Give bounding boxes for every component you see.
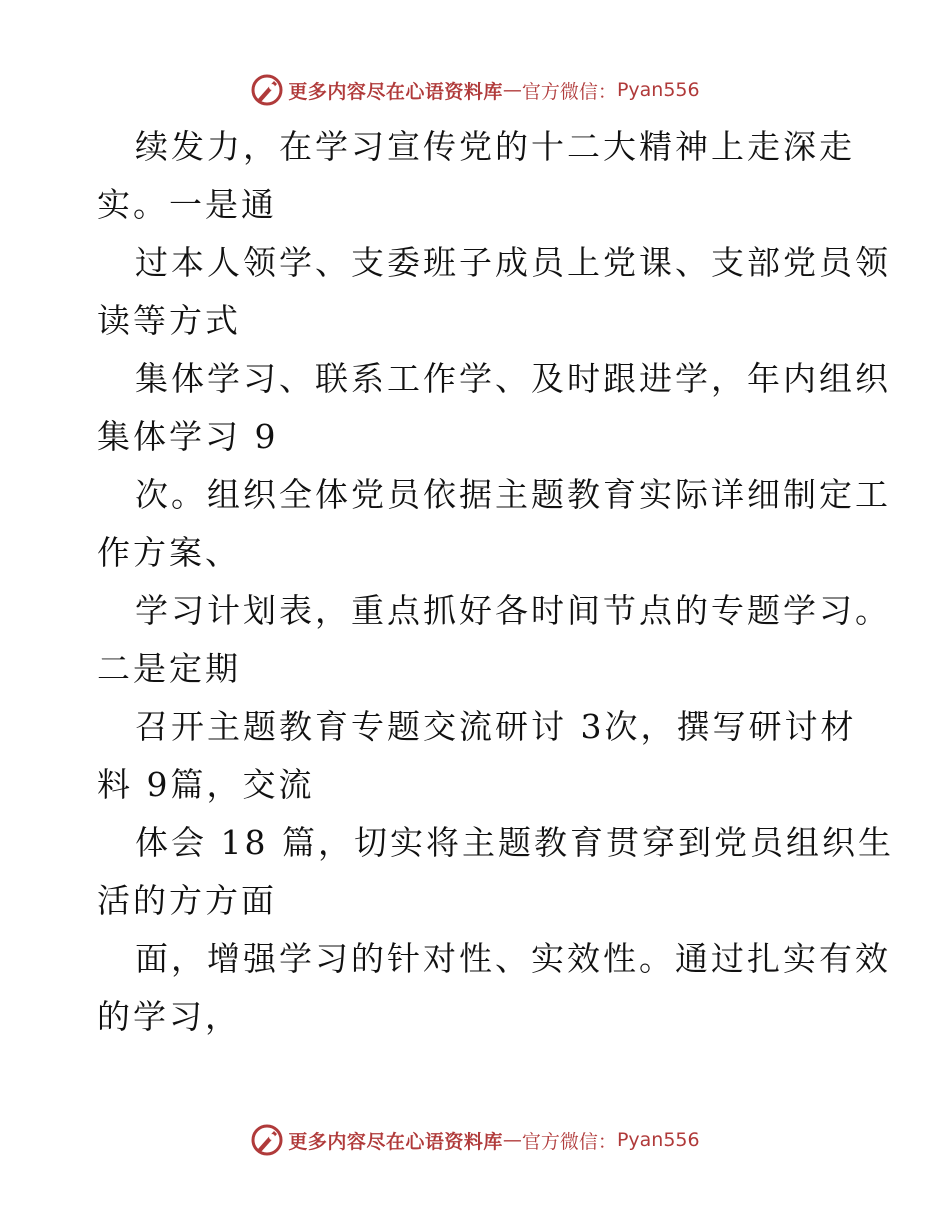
- body-line: 续发力，在学习宣传党的十二大精神上走深走: [135, 127, 855, 166]
- body-line: 召开主题教育专题交流研讨 3次，撰写研讨材: [135, 707, 857, 746]
- body-line: 次。组织全体党员依据主题教育实际详细制定工: [135, 475, 891, 514]
- brand-logo-icon: [250, 73, 284, 107]
- body-line: 面，增强学习的针对性、实效性。通过扎实有效: [135, 939, 891, 978]
- document-body: [97, 118, 894, 1046]
- footer-brand-text: 更多内容尽在心语资料库: [288, 1130, 503, 1153]
- header-wechat-id: Pyan556: [616, 79, 700, 101]
- body-line: 活的方方面: [97, 881, 277, 920]
- brand-logo-icon: [250, 1123, 284, 1157]
- body-line: 作方案、: [97, 533, 241, 572]
- body-line: 集体学习、联系工作学、及时跟进学，年内组织: [135, 359, 891, 398]
- body-line: 二是定期: [97, 649, 241, 688]
- footer-dash: —: [502, 1129, 522, 1151]
- header-banner: [0, 70, 950, 110]
- header-brand-text: 更多内容尽在心语资料库: [288, 80, 503, 103]
- body-line: 体会 18 篇，切实将主题教育贯穿到党员组织生: [135, 823, 894, 862]
- footer-banner: [0, 1120, 950, 1160]
- footer-wechat-id: Pyan556: [616, 1129, 700, 1151]
- body-line: 实。一是通: [97, 185, 277, 224]
- body-line: 的学习，: [97, 997, 241, 1036]
- body-line: 料 9篇，交流: [97, 765, 315, 804]
- header-dash: —: [502, 79, 522, 101]
- body-line: 学习计划表，重点抓好各时间节点的专题学习。: [135, 591, 891, 630]
- body-line: 集体学习 9: [97, 417, 279, 456]
- footer-wechat-label: 官方微信：: [521, 1130, 617, 1153]
- body-line: 读等方式: [97, 301, 241, 340]
- body-line: 过本人领学、支委班子成员上党课、支部党员领: [135, 243, 891, 282]
- header-wechat-label: 官方微信：: [521, 80, 617, 103]
